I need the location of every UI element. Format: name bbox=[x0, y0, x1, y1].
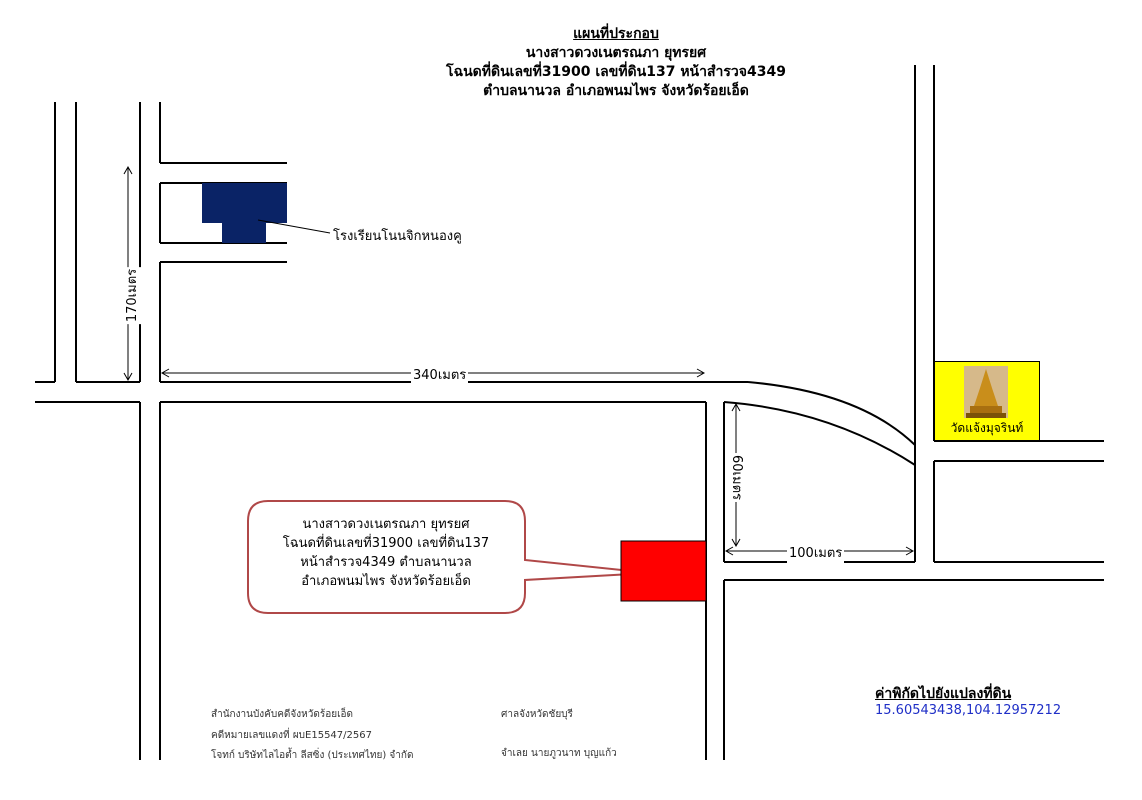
coordinates-value: 15.60543438,104.12957212 bbox=[875, 703, 1062, 718]
callout-text bbox=[262, 515, 510, 591]
callout-line: หน้าสำรวจ4349 ตำบลนานวล bbox=[300, 555, 472, 570]
curved-road-edge bbox=[748, 382, 915, 445]
school-label: โรงเรียนโนนจิกหนองคู bbox=[333, 229, 462, 244]
school-building-annex bbox=[222, 223, 266, 243]
golden-pagoda-icon bbox=[964, 366, 1008, 418]
map-heading: แผนที่ประกอบ bbox=[573, 26, 659, 42]
callout-line: นางสาวดวงเนตรณภา ยุทรยศ bbox=[302, 517, 470, 532]
footer-case-number: คดีหมายเลขแดงที่ ผบE15547/2567 bbox=[211, 730, 372, 741]
deed-info: โฉนดที่ดินเลขที่31900 เลขที่ดิน137 หน้าสำรวจ4349 bbox=[446, 64, 786, 80]
land-plot bbox=[621, 541, 706, 601]
school-pointer bbox=[258, 220, 330, 233]
distance-340: 340เมตร bbox=[411, 364, 468, 385]
location-info: ตำบลนานวล อำเภอพนมไพร จังหวัดร้อยเอ็ด bbox=[483, 83, 749, 99]
distance-100: 100เมตร bbox=[787, 542, 844, 563]
distance-170: 170เมตร bbox=[121, 267, 142, 324]
school-building bbox=[202, 183, 287, 223]
callout-line: อำเภอพนมไพร จังหวัดร้อยเอ็ด bbox=[301, 574, 471, 589]
temple-label: วัดแจ้งมุจรินท์ bbox=[950, 421, 1024, 435]
coordinates-title: ค่าพิกัดไปยังแปลงที่ดิน bbox=[875, 686, 1012, 702]
footer-court: ศาลจังหวัดชัยบุรี bbox=[501, 709, 573, 720]
footer-defendant: จำเลย นายภูวนาท บุญแก้ว bbox=[501, 748, 617, 759]
footer-office: สำนักงานบังคับคดีจังหวัดร้อยเอ็ด bbox=[211, 709, 353, 720]
distance-60: 60เมตร bbox=[727, 453, 748, 502]
callout-line: โฉนดที่ดินเลขที่31900 เลขที่ดิน137 bbox=[282, 536, 490, 551]
footer-plaintiff: โจทก์ บริษัทไลไอต้ำ ลีสซิ่ง (ประเทศไทย) จำกัด bbox=[211, 750, 414, 761]
owner-name: นางสาวดวงเนตรณภา ยุทรยศ bbox=[525, 45, 707, 61]
temple-marker bbox=[934, 361, 1040, 441]
curved-road-edge bbox=[724, 402, 915, 465]
